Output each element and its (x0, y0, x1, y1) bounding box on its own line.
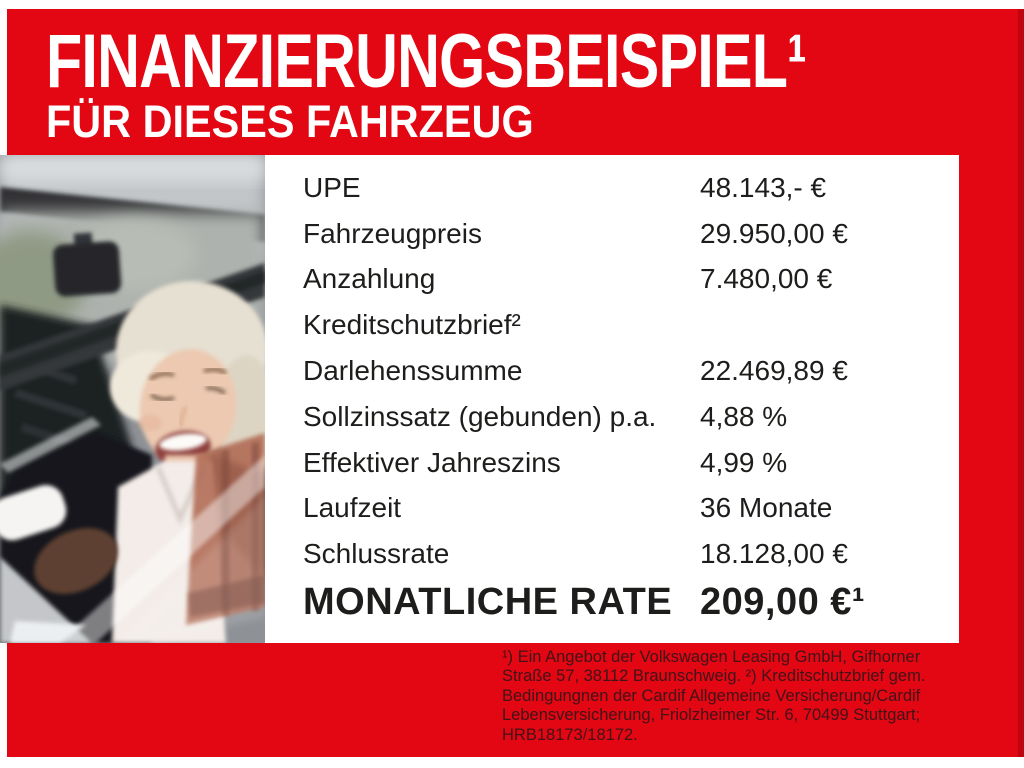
row-value: 4,88 % (700, 400, 788, 432)
row-label: Effektiver Jahreszins (303, 446, 561, 478)
footnote-line: Straße 57, 38112 Braunschweig. ²) Kreditschutzbrief gem. (502, 667, 926, 686)
total-label: MONATLICHE RATE (303, 580, 673, 623)
table-row (265, 257, 959, 303)
table-row (265, 302, 959, 348)
table-row (265, 211, 959, 257)
headline-subtitle: FÜR DIESES FAHRZEUG (46, 96, 534, 147)
table-row (265, 165, 959, 211)
table-row (265, 348, 959, 394)
footnote-line: Bedingungnen der Cardif Allgemeine Versicherung/Cardif (502, 686, 921, 705)
row-label: Anzahlung (303, 263, 436, 295)
row-value: 4,99 % (700, 446, 788, 478)
table-row (265, 440, 959, 486)
row-value: 36 Monate (700, 492, 833, 524)
row-value: 18.128,00 € (700, 538, 848, 570)
financing-rows (265, 165, 959, 627)
financing-panel (265, 155, 959, 643)
row-value: 48.143,- € (700, 171, 827, 203)
row-value: 29.950,00 € (700, 217, 848, 249)
row-label: Darlehenssumme (303, 355, 523, 387)
table-total-row (265, 577, 959, 627)
table-row (265, 531, 959, 577)
headline-title: FINANZIERUNGSBEISPIEL¹ (46, 19, 807, 104)
vehicle-photo (0, 155, 265, 643)
row-label: Kreditschutzbrief² (303, 309, 521, 341)
legal-footnote (502, 648, 972, 745)
row-label: Fahrzeugpreis (303, 217, 482, 249)
row-label: Laufzeit (303, 492, 402, 524)
footnote-line: Lebensversicherung, Friolzheimer Str. 6, 70499 Stuttgart; (502, 706, 921, 725)
row-label: Schlussrate (303, 538, 450, 570)
table-row (265, 394, 959, 440)
photo-illustration (0, 155, 265, 643)
table-row (265, 486, 959, 532)
footnote-line: HRB18173/18172. (502, 725, 638, 744)
row-label: UPE (303, 171, 361, 203)
headline (46, 19, 1021, 147)
row-value: 22.469,89 € (700, 355, 848, 387)
total-value: 209,00 €¹ (700, 580, 866, 623)
row-label: Sollzinssatz (gebunden) p.a. (303, 400, 657, 432)
footnote-line: ¹) Ein Angebot der Volkswagen Leasing GmbH, Gifhorner (502, 648, 921, 666)
row-value: 7.480,00 € (700, 263, 833, 295)
